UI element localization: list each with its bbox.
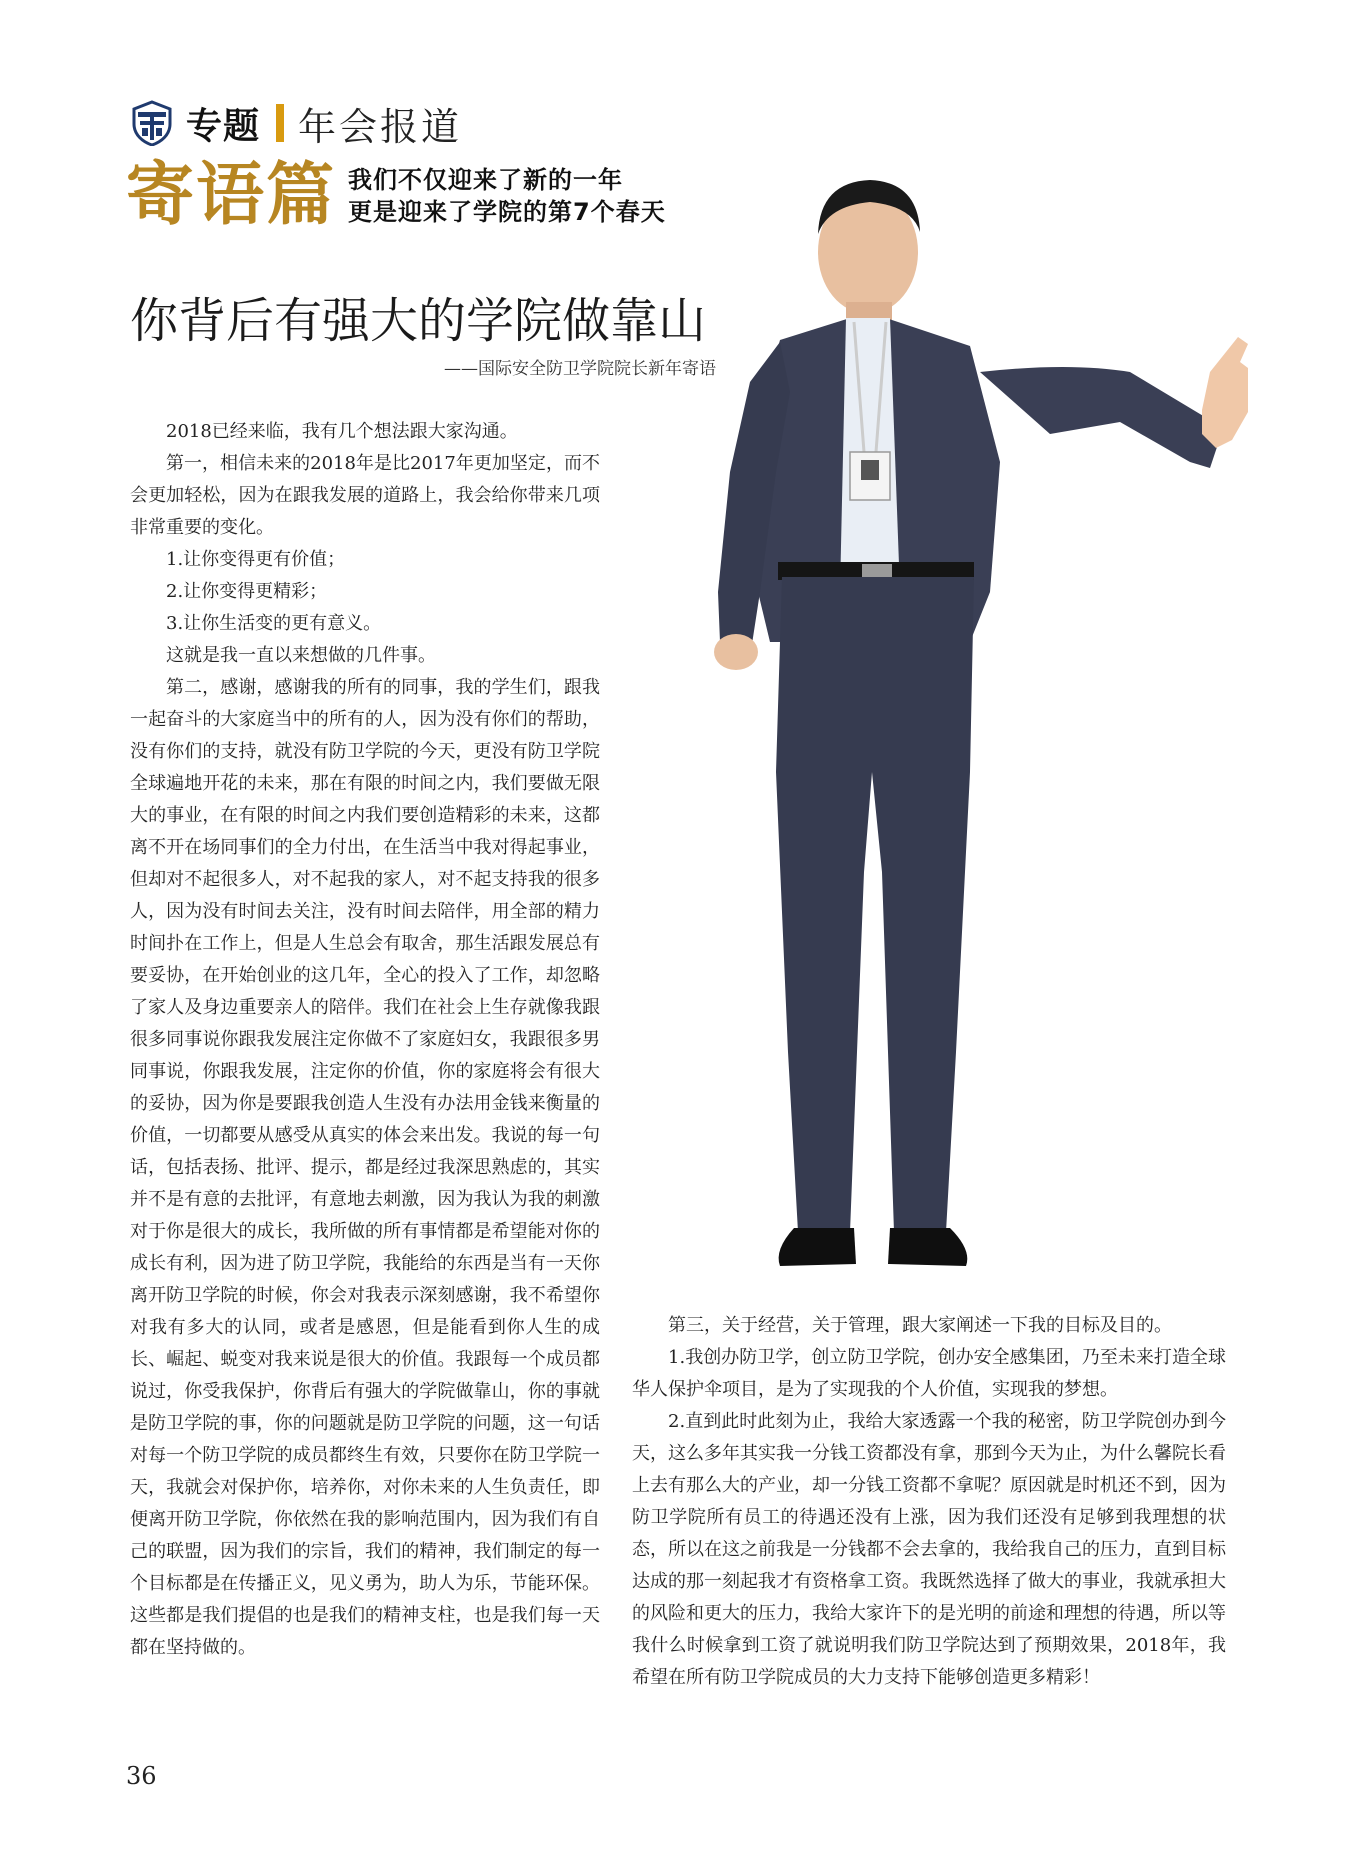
article-column-left bbox=[130, 416, 600, 1664]
article-column-right bbox=[632, 1310, 1226, 1694]
paragraph: 1.让你变得更有价值； bbox=[166, 549, 346, 570]
speaker-photo bbox=[650, 172, 1250, 1300]
paragraph: 2018已经来临，我有几个想法跟大家沟通。 bbox=[166, 421, 518, 442]
paragraph: 1.我创办防卫学，创立防卫学院，创办安全感集团，乃至未来打造全球华人保护伞项目，是为了实现我的个人价值，实现我的梦想。 bbox=[632, 1347, 1226, 1400]
kicker-lines bbox=[348, 164, 666, 228]
paragraph: 第二，感谢，感谢我的所有的同事，我的学生们，跟我一起奋斗的大家庭当中的所有的人，因为没有你们的帮助，没有你们的支持，就没有防卫学院的今天，更没有防卫学院全球遍地开花的未来，那在有限的时间之内，我们要做无限大的事业，在有限的时间之内我们要创造精彩的未来，这都离不开在场同事们的全力付出，在生活当中我对得起事业，但却对不起很多人，对不起我的家人，对不起支持我的很多人，因为没有时间去关注，没有时间去陪伴，用全部的精力时间扑在工作上，但是人生总会有取舍，那生活跟发展总有要妥协，在开始创业的这几年，全心的投入了工作，却忽略了家人及身边重要亲人的陪伴。我们在社会上生存就像我跟很多同事说你跟我发展注定你做不了家庭妇女，我跟很多男同事说，你跟我发展，注定你的价值，你的家庭将会有很大的妥协，因为你是要跟我创造人生没有办法用金钱来衡量的价值，一切都要从感受从真实的体会来出发。我说的每一句话，包括表扬、批评、提示，都是经过我深思熟虑的，其实并不是有意的去批评，有意地去刺激，因为我认为我的刺激对于你是很大的成长，我所做的所有事情都是希望能对你的成长有利，因为进了防卫学院，我能给的东西是当有一天你离开防卫学院的时候，你会对我表示深刻感谢，我不希望你对我有多大的认同，或者是感恩，但是能看到你人生的成长、崛起、蜕变对我来说是很大的价值。我跟每一个成员都说过，你受我保护，你背后有强大的学院做靠山，你的事就是防卫学院的事，你的问题就是防卫学院的问题，这一句话对每一个防卫学院的成员都终生有效，只要你在防卫学院一天，我就会对保护你，培养你，对你未来的人生负责任，即便离开防卫学院，你依然在我的影响范围内，因为我们有自己的联盟，因为我们的宗旨，我们的精神，我们制定的每一个目标都是在传播正义，见义勇为，助人为乐，节能环保。这些都是我们提倡的也是我们的精神支柱，也是我们每一天都在坚持做的。 bbox=[130, 677, 600, 1658]
section-divider-bar bbox=[276, 104, 284, 142]
kicker-line-1: 我们不仅迎来了新的一年 bbox=[348, 166, 624, 194]
paragraph: 第一，相信未来的2018年是比2017年更加坚定，而不会更加轻松，因为在跟我发展的道路上，我会给你带来几项非常重要的变化。 bbox=[130, 453, 600, 538]
academy-shield-logo-icon bbox=[130, 100, 174, 146]
paragraph: 2.让你变得更精彩； bbox=[166, 581, 328, 602]
paragraph: 这就是我一直以来想做的几件事。 bbox=[166, 645, 436, 666]
paragraph: 3.让你生活变的更有意义。 bbox=[166, 613, 382, 634]
paragraph: 第三，关于经营，关于管理，跟大家阐述一下我的目标及目的。 bbox=[668, 1315, 1172, 1336]
kicker-heading: 寄语篇 bbox=[126, 156, 337, 235]
section-header bbox=[130, 98, 462, 148]
paragraph: 2.直到此时此刻为止，我给大家透露一个我的秘密，防卫学院创办到今天，这么多年其实我一分钱工资都没有拿，那到今天为止，为什么馨院长看上去有那么大的产业，却一分钱工资都不拿呢？原因就是时机还不到，因为防卫学院所有员工的待遇还没有上涨，因为我们还没有足够到我理想的状态，所以在这之前我是一分钱都不会去拿的，我给我自己的压力，直到目标达成的那一刻起我才有资格拿工资。我既然选择了做大的事业，我就承担大的风险和更大的压力，我给大家许下的是光明的前途和理想的待遇，所以等我什么时候拿到工资了就说明我们防卫学院达到了预期效果，2018年，我希望在所有防卫学院成员的大力支持下能够创造更多精彩！ bbox=[632, 1411, 1226, 1688]
kicker-block bbox=[126, 158, 666, 234]
section-label: 专题 bbox=[186, 105, 261, 147]
kicker-line-2: 更是迎来了学院的第7个春天 bbox=[348, 198, 666, 226]
subsection-label: 年会报道 bbox=[298, 104, 463, 149]
page-number: 36 bbox=[126, 1762, 157, 1790]
article-byline: ——国际安全防卫学院院长新年寄语 bbox=[444, 359, 716, 379]
article-title: 你背后有强大的学院做靠山 bbox=[130, 293, 707, 349]
